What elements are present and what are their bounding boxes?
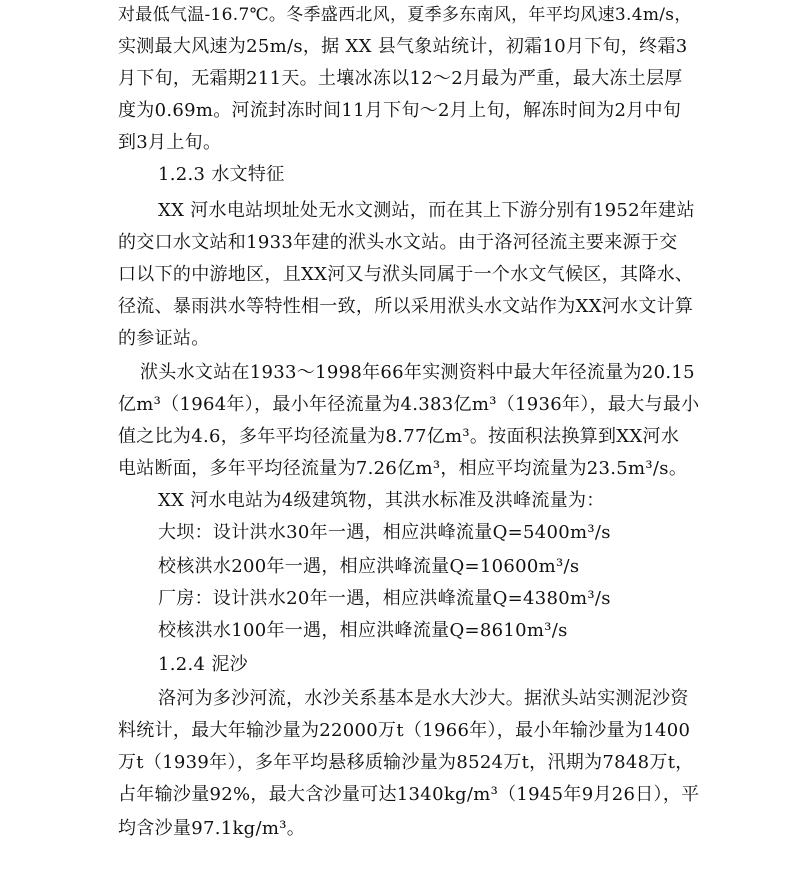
text-line-03: 月下旬，无霜期211天。土壤冰冻以12～2月最为严重，最大冻土层厚 (118, 68, 683, 89)
text-line-24: 万t（1939年），多年平均悬移质输沙量为8524万t，汛期为7848万t， (118, 752, 694, 773)
text-line-05: 到3月上旬。 (118, 132, 222, 153)
text-line-17: 大坝：设计洪水30年一遇，相应洪峰流量Q=5400m³/s (158, 522, 611, 543)
text-line-09: 口以下的中游地区，且XX河又与洑头同属于一个水文气候区，其降水、 (118, 264, 694, 285)
section-heading-hydrology: 1.2.3 水文特征 (158, 164, 285, 185)
text-line-07: XX 河水电站坝址处无水文测站，而在其上下游分别有1952年建站 (158, 200, 695, 221)
section-heading-sediment: 1.2.4 泥沙 (158, 654, 248, 675)
text-line-15: 电站断面，多年平均径流量为7.26亿m³，相应平均流量为23.5m³/s。 (118, 458, 688, 479)
text-line-12: 洑头水文站在1933～1998年66年实测资料中最大年径流量为20.15 (140, 362, 695, 383)
text-line-11: 的参证站。 (118, 328, 210, 349)
text-line-04: 度为0.69m。河流封冻时间11月下旬～2月上旬，解冻时间为2月中旬 (118, 100, 682, 121)
text-line-25: 占年输沙量92%，最大含沙量可达1340kg/m³（1945年9月26日），平 (118, 784, 700, 805)
text-line-22: 洛河为多沙河流，水沙关系基本是水大沙大。据洑头站实测泥沙资 (158, 688, 689, 709)
text-line-16: XX 河水电站为4级建筑物，其洪水标准及洪峰流量为： (158, 490, 605, 511)
text-line-20: 校核洪水100年一遇，相应洪峰流量Q=8610m³/s (158, 620, 568, 641)
text-line-02: 实测最大风速为25m/s，据 XX 县气象站统计，初霜10月下旬，终霜3 (118, 36, 688, 57)
text-line-01: 对最低气温-16.7℃。冬季盛西北风，夏季多东南风，年平均风速3.4m/s， (118, 5, 692, 25)
text-line-19: 厂房：设计洪水20年一遇，相应洪峰流量Q=4380m³/s (158, 588, 611, 609)
text-line-08: 的交口水文站和1933年建的洑头水文站。由于洛河径流主要来源于交 (118, 232, 678, 253)
text-line-26: 均含沙量97.1kg/m³。 (118, 818, 306, 839)
text-line-13: 亿m³（1964年），最小年径流量为4.383亿m³（1936年），最大与最小 (118, 394, 700, 415)
text-line-23: 料统计，最大年输沙量为22000万t（1966年），最小年输沙量为1400 (118, 720, 691, 741)
text-line-18: 校核洪水200年一遇，相应洪峰流量Q=10600m³/s (158, 556, 580, 577)
text-line-14: 值之比为4.6，多年平均径流量为8.77亿m³。按面积法换算到XX河水 (118, 426, 680, 447)
text-line-10: 径流、暴雨洪水等特性相一致，所以采用洑头水文站作为XX河水文计算 (118, 296, 694, 317)
